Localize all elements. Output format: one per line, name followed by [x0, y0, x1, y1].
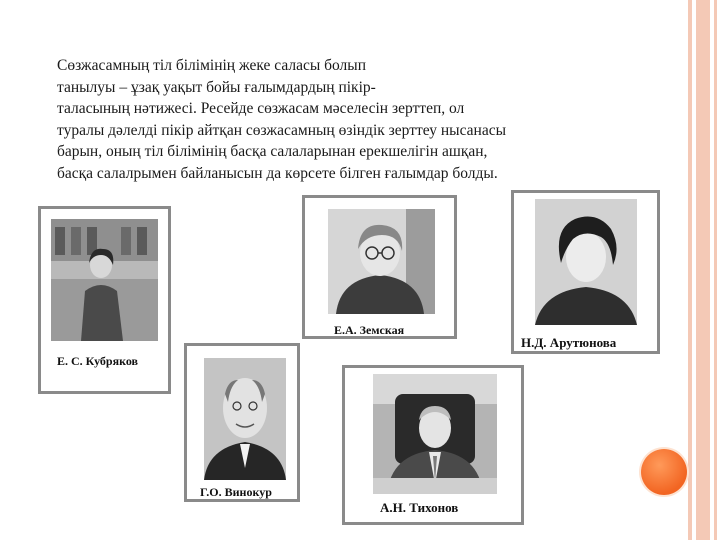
caption-tikhonov: А.Н. Тихонов: [380, 500, 459, 515]
portrait-frame-vinokur: [184, 343, 300, 502]
decorative-stripe: [688, 0, 692, 540]
portrait-photo-tikhonov: [373, 374, 497, 494]
decorative-stripe: [714, 0, 717, 540]
portrait-frame-tikhonov: [342, 365, 524, 525]
portrait-photo-arutyunova: [535, 199, 637, 325]
paragraph-line: туралы дәлелді пікір айтқан сөзжасамның өзіндік зерттеу нысанасы: [57, 121, 506, 139]
caption-zemskaya: Е.А. Земская: [334, 323, 405, 337]
portrait-frame-kubryakova: [38, 206, 171, 394]
decorative-orange-circle: [641, 449, 687, 495]
portrait-frame-zemskaya: [302, 195, 457, 339]
portrait-photo-kubryakova: [51, 219, 158, 341]
paragraph-line: танылуы – ұзақ уақыт бойы ғалымдардың пікір-: [57, 78, 376, 96]
caption-vinokur: Г.О. Винокур: [200, 485, 272, 499]
decorative-stripe: [696, 0, 710, 540]
paragraph-line: барын, оның тіл білімінің басқа салаларынан ерекшелігін ашқан,: [57, 143, 488, 160]
caption-kubryakova: Е. С. Кубряков: [57, 354, 139, 368]
portrait-photo-zemskaya: [328, 209, 435, 314]
intro-paragraph: [57, 55, 657, 184]
paragraph-line: басқа салалрымен байланысын да көрсете білген ғалымдар болды.: [57, 164, 498, 182]
portrait-photo-vinokur: [204, 358, 286, 480]
portrait-frame-arutyunova: [511, 190, 660, 354]
paragraph-line: Сөзжасамның тіл білімінің жеке саласы болып: [57, 57, 366, 74]
caption-arutyunova: Н.Д. Арутюнова: [521, 335, 617, 350]
paragraph-line: таласының нәтижесі. Ресейде сөзжасам мәселесін зерттеп, ол: [57, 100, 465, 117]
